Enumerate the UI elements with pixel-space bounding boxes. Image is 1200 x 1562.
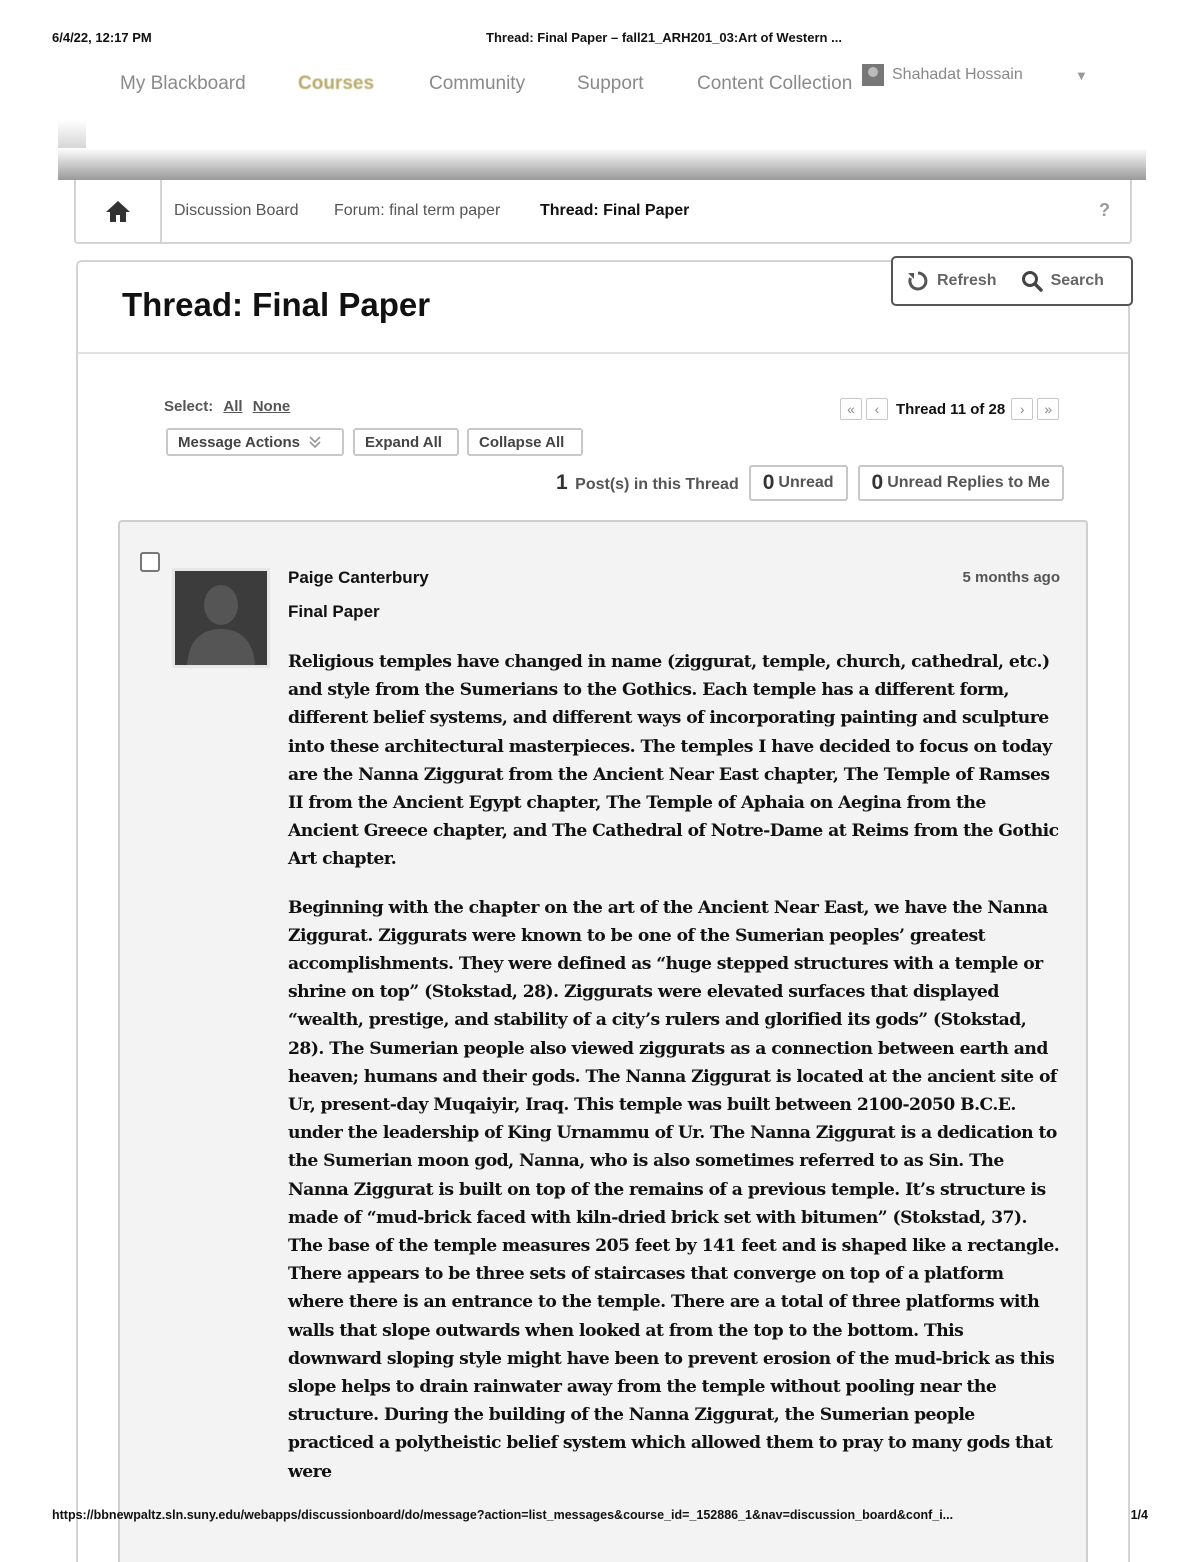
first-thread-icon[interactable]: « bbox=[840, 398, 862, 420]
print-footer bbox=[52, 1508, 1148, 1528]
print-url: https://bbnewpaltz.sln.suny.edu/webapps/discussionboard/do/message?action=list_messages&course_id=_152886_1&nav=discussion_board&conf_i... bbox=[52, 1508, 954, 1522]
collapse-all-button[interactable]: Collapse All bbox=[467, 428, 583, 456]
nav-shadow bbox=[58, 148, 1146, 180]
chevron-down-icon[interactable]: ▼ bbox=[1075, 68, 1088, 83]
print-doc-title: Thread: Final Paper – fall21_ARH201_03:Art of Western ... bbox=[486, 30, 842, 45]
user-avatar bbox=[862, 64, 884, 86]
post-paragraph: Religious temples have changed in name (ziggurat, temple, church, cathedral, etc.) and style from the Sumerians to the Gothics. Each temple has a different form, different belief systems, and different ways of incorporating painting and sculpture into these architectural masterpieces. The temples I have decided to focus on today are the Nanna Ziggurat from the Ancient Near East chapter, The Temple of Ramses II from the Ancient Egypt chapter, The Temple of Aphaia on Aegina from the Ancient Greece chapter, and The Cathedral of Notre-Dame at Reims from the Gothic Art chapter. bbox=[288, 652, 1059, 870]
nav-courses[interactable]: Courses bbox=[298, 73, 375, 94]
avatar bbox=[172, 568, 270, 668]
breadcrumb bbox=[74, 180, 1132, 244]
thread-counts bbox=[556, 464, 1064, 502]
nav-community[interactable]: Community bbox=[429, 73, 526, 94]
breadcrumb-forum[interactable]: Forum: final term paper bbox=[334, 202, 501, 219]
post-body bbox=[288, 648, 1060, 1506]
search-button[interactable] bbox=[1021, 270, 1104, 292]
help-icon[interactable]: ? bbox=[1099, 200, 1110, 220]
breadcrumb-thread: Thread: Final Paper bbox=[540, 202, 690, 219]
breadcrumb-discussion-board[interactable]: Discussion Board bbox=[174, 202, 299, 219]
select-label: Select: bbox=[164, 398, 214, 415]
post-checkbox[interactable] bbox=[140, 552, 160, 572]
message-actions-label: Message Actions bbox=[178, 433, 300, 451]
refresh-icon bbox=[907, 270, 929, 292]
post-author[interactable]: Paige Canterbury bbox=[288, 568, 429, 587]
select-none-link[interactable]: None bbox=[252, 398, 291, 415]
next-thread-icon[interactable]: › bbox=[1011, 398, 1033, 420]
nav-content-collection[interactable]: Content Collection bbox=[697, 73, 853, 94]
select-row bbox=[164, 398, 290, 415]
top-navigation bbox=[58, 58, 1146, 178]
default-avatar-icon bbox=[175, 571, 267, 665]
print-header bbox=[52, 30, 1148, 50]
unread-replies-button[interactable]: 0 Unread Replies to Me bbox=[858, 465, 1064, 501]
unread-button[interactable]: 0 Unread bbox=[749, 465, 848, 501]
nav-my-blackboard[interactable]: My Blackboard bbox=[120, 73, 246, 94]
expand-all-button[interactable]: Expand All bbox=[353, 428, 459, 456]
home-button[interactable] bbox=[76, 180, 162, 242]
posts-count: 1 Post(s) in this Thread bbox=[556, 471, 739, 494]
search-label: Search bbox=[1050, 272, 1104, 289]
user-name: Shahadat Hossain bbox=[892, 66, 1023, 83]
post-time: 5 months ago bbox=[962, 569, 1060, 586]
home-icon bbox=[105, 199, 131, 223]
post bbox=[118, 520, 1088, 1562]
post-subject: Final Paper bbox=[288, 602, 380, 621]
page-tools bbox=[891, 256, 1133, 306]
refresh-label: Refresh bbox=[937, 272, 997, 289]
message-actions-dropdown[interactable] bbox=[166, 428, 344, 456]
thread-pager bbox=[840, 396, 1063, 422]
nav-support[interactable]: Support bbox=[577, 73, 644, 94]
refresh-button[interactable] bbox=[907, 270, 997, 292]
print-datetime: 6/4/22, 12:17 PM bbox=[52, 30, 152, 45]
previous-thread-icon[interactable]: ‹ bbox=[866, 398, 888, 420]
title-divider bbox=[78, 352, 1128, 354]
double-chevron-down-icon bbox=[308, 435, 322, 449]
thread-position: Thread 11 of 28 bbox=[896, 400, 1006, 418]
last-thread-icon[interactable]: » bbox=[1037, 398, 1059, 420]
search-icon bbox=[1021, 270, 1043, 292]
select-all-link[interactable]: All bbox=[223, 398, 243, 415]
print-page-number: 1/4 bbox=[1130, 1508, 1148, 1522]
post-paragraph: Beginning with the chapter on the art of the Ancient Near East, we have the Nanna Ziggurat. Ziggurats were known to be one of the Sumerian peoples’ greatest accomplishments. They were defined as “huge stepped structures with a temple or shrine on top” (Stokstad, 28). Ziggurats were elevated surfaces that displayed “wealth, prestige, and stability of a city’s rulers and glorified its gods” (Stokstad, 28). The Sumerian people also viewed ziggurats as a connection between earth and heaven; humans and their gods. The Nanna Ziggurat is located at the ancient site of Ur, present-day Muqaiyir, Iraq. This temple was built between 2100-2050 B.C.E. under the leadership of King Urnammu of Ur. The Nanna Ziggurat is a dedication to the Sumerian moon god, Nanna, who is also sometimes referred to as Sin. The Nanna Ziggurat is built on top of the remains of a previous temple. It’s structure is made of “mud-brick faced with kiln-dried brick set with bitumen” (Stokstad, 37). The base of the temple measures 205 feet by 141 feet and is shaped like a rectangle. There appears to be three sets of staircases that converge on top of a platform where there is an entrance to the temple. There are a total of three platforms with walls that slope outwards when looked at from the top to the bottom. This downward sloping style might have been to prevent erosion of the mud-brick as this slope helps to drain rainwater away from the temple without pooling near the structure. During the building of the Nanna Ziggurat, the Sumerian people practiced a polytheistic belief system which allowed them to pray to many gods that were bbox=[288, 897, 1060, 1482]
page-title: Thread: Final Paper bbox=[122, 286, 431, 323]
user-menu[interactable] bbox=[862, 64, 1088, 86]
